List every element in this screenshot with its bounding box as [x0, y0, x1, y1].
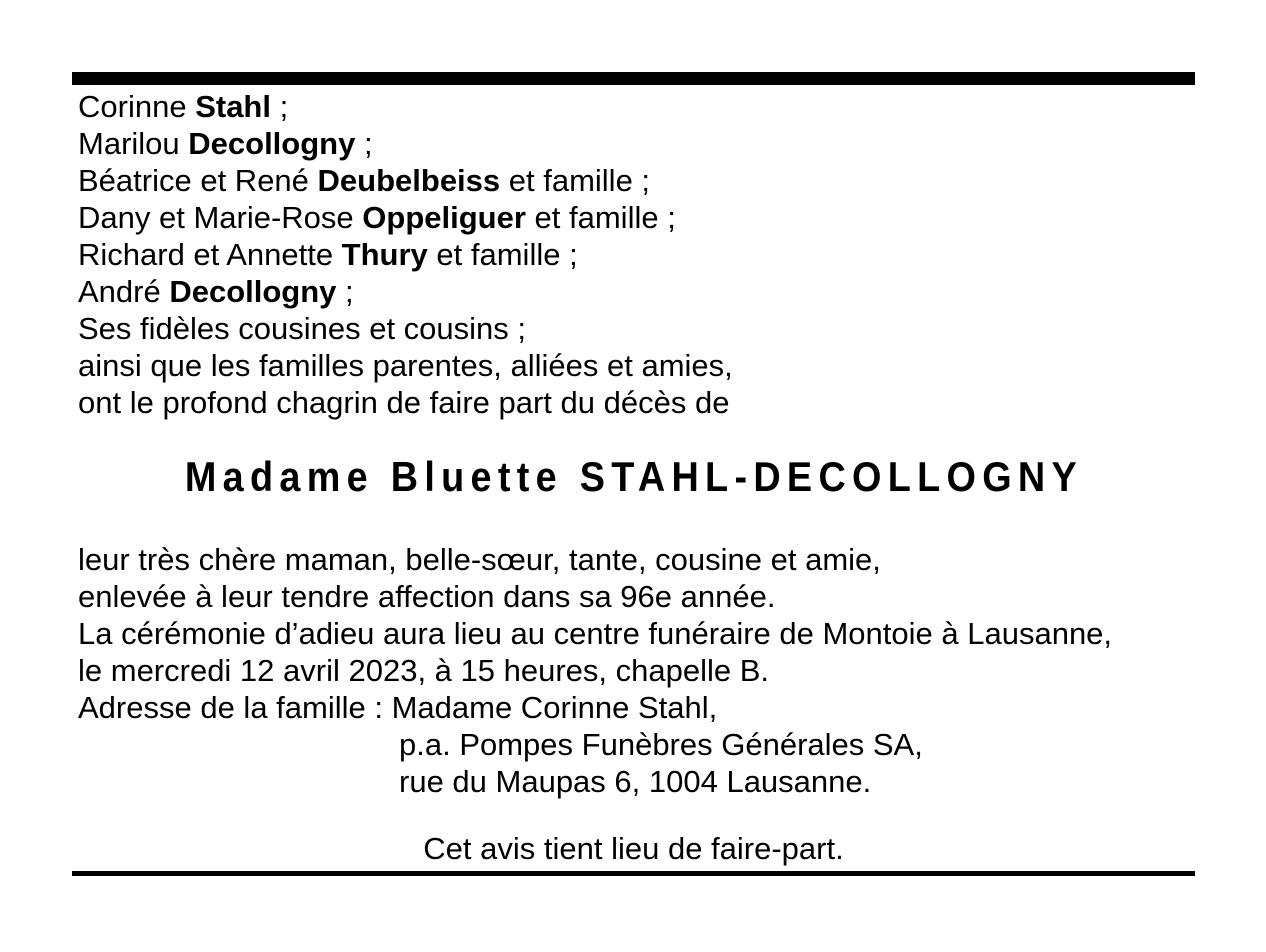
age-line: enlevée à leur tendre affection dans sa 96e année.: [78, 579, 776, 614]
family-line-pre: Richard et Annette: [78, 237, 342, 272]
bottom-rule: [72, 871, 1195, 876]
relations-line: Ses fidèles cousines et cousins ;: [78, 311, 527, 346]
address-line-1: p.a. Pompes Funèbres Générales SA,: [399, 727, 923, 762]
family-line-post: ;: [355, 126, 373, 161]
details-block: [72, 541, 1195, 800]
family-line-post: ;: [336, 274, 354, 309]
family-line: [72, 88, 1195, 125]
family-line-pre: Béatrice et René: [78, 163, 318, 198]
family-line-pre: Marilou: [78, 126, 189, 161]
family-line-post: et famille ;: [500, 163, 651, 198]
family-line: [72, 273, 1195, 310]
family-line-surname: Deubelbeiss: [317, 163, 501, 198]
tribute-line: leur très chère maman, belle-sœur, tante, cousine et amie,: [78, 542, 881, 577]
family-line-surname: Decollogny: [169, 274, 337, 309]
family-line-surname: Thury: [341, 237, 428, 272]
families-line: ainsi que les familles parentes, alliées et amies,: [78, 348, 733, 383]
family-line-pre: Corinne: [78, 89, 196, 124]
family-line: [72, 236, 1195, 273]
ceremony-line: La cérémonie d’adieu aura lieu au centre funéraire de Montoie à Lausanne,: [78, 616, 1113, 651]
deceased-name: Madame Bluette STAHL-DECOLLOGNY: [184, 453, 1083, 500]
family-line-post: et famille ;: [427, 237, 578, 272]
family-line: [72, 125, 1195, 162]
family-list: [72, 88, 1195, 421]
notice-content: [72, 72, 1195, 876]
family-line: [72, 199, 1195, 236]
family-line-surname: Stahl: [195, 89, 271, 124]
family-line-post: ;: [270, 89, 289, 124]
closing-line: Cet avis tient lieu de faire-part.: [423, 831, 844, 866]
address-line-2: rue du Maupas 6, 1004 Lausanne.: [399, 764, 872, 799]
family-line: [72, 162, 1195, 199]
deceased-name-line: [72, 453, 1195, 511]
family-address-line: Adresse de la famille : Madame Corinne Stahl,: [78, 690, 718, 725]
top-rule: [72, 72, 1195, 85]
family-line-pre: André: [78, 274, 170, 309]
family-line-surname: Decollogny: [188, 126, 356, 161]
family-line-post: et famille ;: [525, 200, 676, 235]
announcement-line: ont le profond chagrin de faire part du décès de: [78, 385, 730, 420]
family-line-pre: Dany et Marie-Rose: [78, 200, 363, 235]
family-line-surname: Oppeliguer: [362, 200, 526, 235]
date-line: le mercredi 12 avril 2023, à 15 heures, chapelle B.: [78, 653, 770, 688]
